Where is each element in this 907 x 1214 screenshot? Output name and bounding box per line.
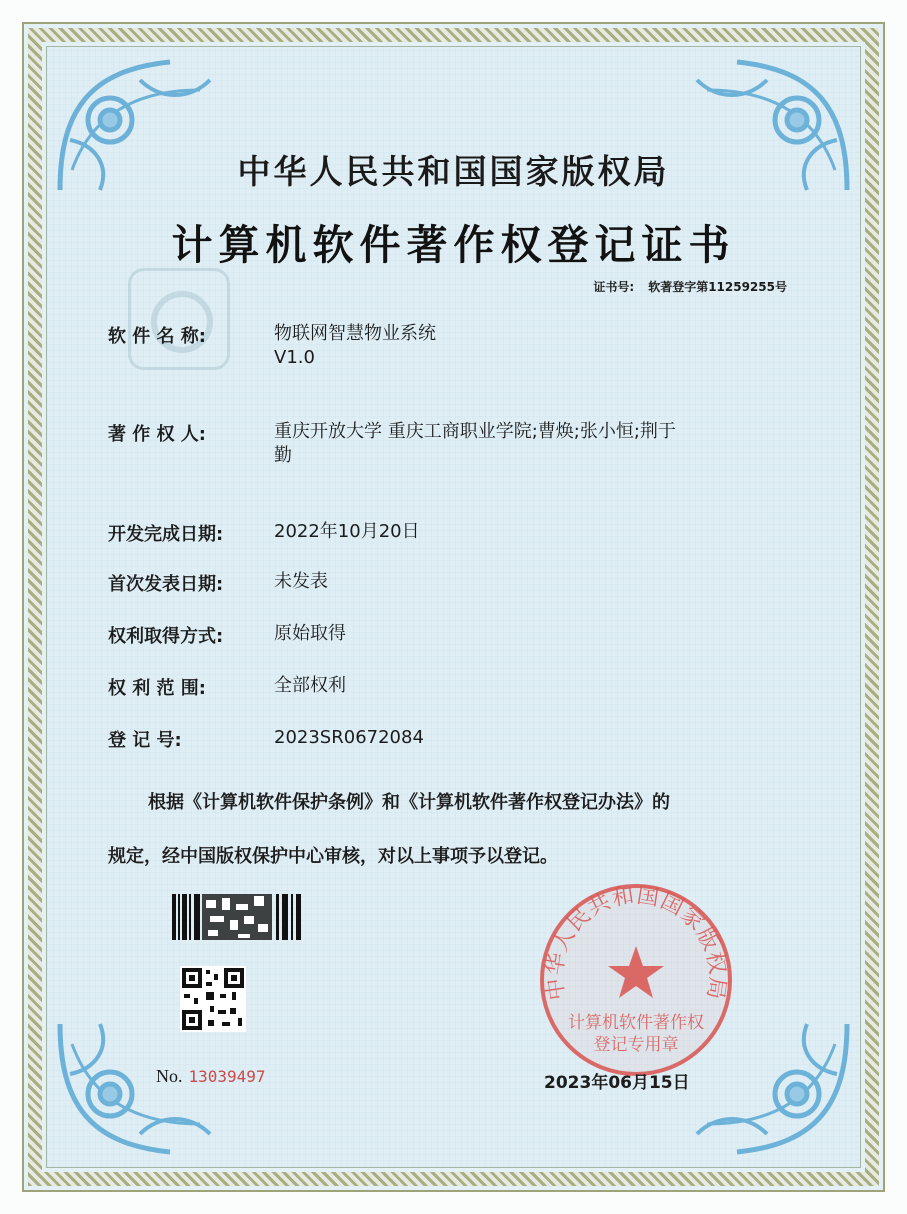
field-label: 开发完成日期: xyxy=(108,524,224,545)
watermark-emblem xyxy=(128,268,230,370)
svg-text:计算机软件著作权: 计算机软件著作权 xyxy=(568,1013,704,1033)
field-label: 软 件 名 称: xyxy=(108,326,206,347)
qr-code xyxy=(180,966,246,1032)
certificate-title: 计算机软件著作权登记证书 xyxy=(171,221,736,269)
copyright-owner-value-cont: 勤 xyxy=(274,445,292,466)
field-label: 权利取得方式: xyxy=(108,626,224,647)
field-value: 原始取得 xyxy=(274,623,346,644)
field-value: 2022年10月20日 xyxy=(274,521,420,542)
field-value: 2023SR0672084 xyxy=(274,727,424,748)
serial-prefix: No. xyxy=(156,1066,183,1086)
svg-text:中华人民共和国国家版权局: 中华人民共和国国家版权局 xyxy=(542,883,730,1002)
field-label: 著 作 权 人: xyxy=(108,424,206,445)
field-label: 权 利 范 围: xyxy=(108,678,206,699)
field-value: 全部权利 xyxy=(274,675,346,696)
issuing-authority: 中华人民共和国国家版权局 xyxy=(237,152,670,191)
software-version-value: V1.0 xyxy=(274,347,315,368)
declaration-line-1: 根据《计算机软件保护条例》和《计算机软件著作权登记办法》的 xyxy=(148,792,670,813)
issue-date: 2023年06月15日 xyxy=(544,1073,690,1093)
official-seal xyxy=(538,882,734,1078)
field-value xyxy=(274,322,794,370)
barcode xyxy=(172,894,302,940)
software-name-value: 物联网智慧物业系统 xyxy=(274,323,436,344)
certificate-number xyxy=(593,278,787,295)
copyright-owner-value: 重庆开放大学 重庆工商职业学院;曹焕;张小恒;荆于 xyxy=(274,421,676,442)
field-value: 未发表 xyxy=(274,571,328,592)
serial-value: 13039497 xyxy=(188,1067,266,1086)
field-value xyxy=(274,420,794,468)
field-label: 登 记 号: xyxy=(108,730,182,751)
serial-number xyxy=(156,1066,266,1087)
field-label: 首次发表日期: xyxy=(108,574,224,595)
declaration-line-2: 规定，经中国版权保护中心审核，对以上事项予以登记。 xyxy=(108,846,558,867)
certificate-number-label: 证书号: xyxy=(593,280,635,294)
certificate-number-value: 软著登字第11259255号 xyxy=(648,280,787,294)
svg-text:登记专用章: 登记专用章 xyxy=(593,1035,679,1055)
corner-ornament-bottom-left xyxy=(50,1014,220,1164)
